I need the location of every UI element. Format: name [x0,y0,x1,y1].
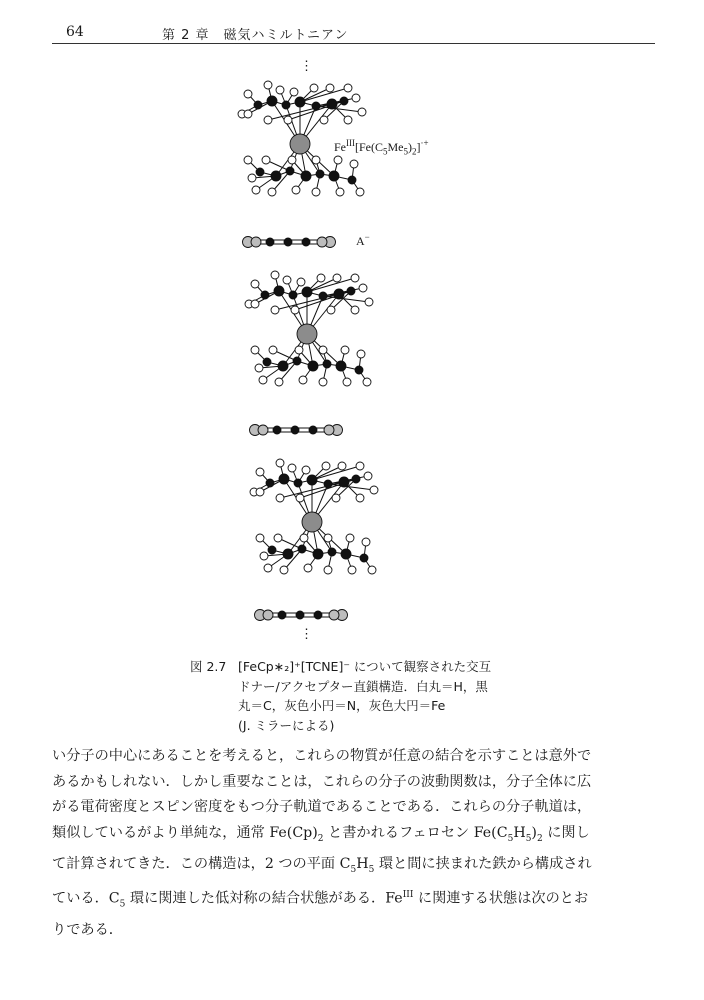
hydrogen-atom [255,364,263,372]
carbon-atom [271,171,281,181]
hydrogen-atom [310,84,318,92]
hydrogen-atom [288,464,296,472]
anion-label-charge: − [364,232,370,242]
body-line [52,852,662,883]
carbon-atom [324,480,332,488]
hydrogen-atom [364,472,372,480]
top-ellipsis: ⋮ [300,58,313,73]
carbon-atom [329,171,339,181]
hydrogen-atom [244,156,252,164]
nitrogen-atom [324,425,334,435]
carbon-atom [334,289,344,299]
carbon-atom [291,426,299,434]
body-span: H [356,855,369,872]
hydrogen-atom [317,274,325,282]
hydrogen-atom [262,156,270,164]
hydrogen-atom [271,271,279,279]
body-sub: 5 [525,833,532,844]
running-header [52,24,655,42]
hydrogen-atom [264,116,272,124]
carbon-atom [309,426,317,434]
hydrogen-atom [280,566,288,574]
chapter-title: 第 2 章 磁気ハミルトニアン [162,28,349,43]
carbon-atom [307,475,317,485]
carbon-atom [360,554,368,562]
hydrogen-atom [338,462,346,470]
carbon-atom [266,479,274,487]
body-span: に関連する状態は次のとお [413,890,589,907]
iron-atom [302,512,322,532]
carbon-atom [327,99,337,109]
hydrogen-atom [274,534,282,542]
carbon-atom [261,291,269,299]
carbon-atom [278,611,286,619]
body-text [52,744,662,944]
hydrogen-atom [292,186,300,194]
hydrogen-atom [356,188,364,196]
caption-line: 丸＝C，灰色小円＝N，灰色大円＝Fe [238,698,446,713]
body-span: H [513,824,526,841]
carbon-atom [301,171,311,181]
hydrogen-atom [283,276,291,284]
hydrogen-atom [351,306,359,314]
hydrogen-atom [322,462,330,470]
body-line: あるかもしれない．しかし重要なことは，これらの分子の波動関数は，分子全体に広 [52,773,592,790]
hydrogen-atom [334,156,342,164]
hydrogen-atom [251,346,259,354]
carbon-atom [316,170,324,178]
cation-label-part: [Fe(C [355,140,383,154]
hydrogen-atom [333,274,341,282]
body-sup: III [402,890,414,901]
hydrogen-atom [260,552,268,560]
hydrogen-atom [244,110,252,118]
hydrogen-atom [356,462,364,470]
hydrogen-atom [256,488,264,496]
anion-label-a: A [356,234,365,248]
hydrogen-atom [357,350,365,358]
carbon-atom [267,96,277,106]
carbon-atom [298,545,306,553]
hydrogen-atom [336,188,344,196]
body-sub: 5 [368,864,375,875]
hydrogen-atom [370,486,378,494]
hydrogen-atom [312,188,320,196]
carbon-atom [295,97,305,107]
body-span: ) [531,824,537,841]
hydrogen-atom [359,284,367,292]
carbon-atom [328,548,336,556]
caption-number: 図 2.7 [190,659,227,674]
cation-label-bracket: ] [416,140,421,154]
cation-label-me: Me [387,140,404,154]
carbon-atom [293,357,301,365]
nitrogen-atom [263,610,273,620]
carbon-atom [274,286,284,296]
hydrogen-atom [256,534,264,542]
hydrogen-atom [291,306,299,314]
carbon-atom [279,474,289,484]
hydrogen-atom [358,108,366,116]
hydrogen-atom [350,160,358,168]
carbon-atom [289,291,297,299]
body-span: て計算されてきた．この構造は，2 つの平面 C [52,855,351,872]
header-rule [52,43,655,44]
body-line [52,821,662,852]
hydrogen-atom [297,278,305,286]
iron-atom [297,324,317,344]
cation-label-sub: 5 [383,146,388,157]
cation-label-fe: Fe [334,140,346,154]
carbon-atom [347,287,355,295]
hydrogen-atom [271,306,279,314]
hydrogen-atom [346,534,354,542]
nitrogen-atom [317,237,327,247]
cation-label-sub: 2 [412,146,417,157]
body-sub: 5 [350,864,357,875]
hydrogen-atom [299,376,307,384]
carbon-atom [339,477,349,487]
hydrogen-atom [252,186,260,194]
hydrogen-atom [276,494,284,502]
carbon-atom [341,549,351,559]
cation-label [334,138,429,156]
carbon-atom [256,168,264,176]
carbon-atom [263,358,271,366]
hydrogen-atom [259,376,267,384]
hydrogen-atom [275,378,283,386]
cation-label-charge: ·+ [420,138,429,148]
carbon-atom [348,176,356,184]
nitrogen-atom [329,610,339,620]
cation-label-sub: 5 [403,146,408,157]
hydrogen-atom [288,156,296,164]
carbon-atom [340,97,348,105]
caption-line: ドナー/アクセプター直鎖構造．白丸＝H，黒 [238,678,488,694]
carbon-atom [294,479,302,487]
carbon-atom [302,287,312,297]
hydrogen-atom [251,300,259,308]
hydrogen-atom [362,538,370,546]
hydrogen-atom [248,174,256,182]
carbon-atom [284,238,292,246]
hydrogen-atom [290,88,298,96]
carbon-atom [308,361,318,371]
body-line: りである． [52,922,123,939]
hydrogen-atom [276,86,284,94]
hydrogen-atom [276,459,284,467]
hydrogen-atom [348,566,356,574]
hydrogen-atom [332,494,340,502]
hydrogen-atom [319,378,327,386]
hydrogen-atom [319,346,327,354]
hydrogen-atom [295,346,303,354]
hydrogen-atom [284,116,292,124]
hydrogen-atom [365,298,373,306]
hydrogen-atom [300,534,308,542]
carbon-atom [266,238,274,246]
caption-text [238,657,538,735]
hydrogen-atom [351,274,359,282]
bottom-ellipsis: ⋮ [300,626,313,641]
iron-atom [290,134,310,154]
body-sub: 5 [507,833,514,844]
body-sub: 2 [536,833,543,844]
cation-label-oxidation: III [346,138,355,148]
hydrogen-atom [312,156,320,164]
hydrogen-atom [269,346,277,354]
carbon-atom [268,546,276,554]
hydrogen-atom [304,564,312,572]
carbon-atom [336,361,346,371]
carbon-atom [296,611,304,619]
hydrogen-atom [356,494,364,502]
carbon-atom [355,366,363,374]
hydrogen-atom [327,306,335,314]
carbon-atom [278,361,288,371]
cation-label-close: ) [408,140,412,154]
body-span: ている．C [52,890,120,907]
hydrogen-atom [326,84,334,92]
hydrogen-atom [343,378,351,386]
carbon-atom [312,102,320,110]
body-sub: 2 [317,833,324,844]
hydrogen-atom [352,94,360,102]
body-line: い分子の中心にあることを考えると，これらの物質が任意の結合を示すことは意外で [52,748,592,764]
page-number: 64 [66,24,84,40]
carbon-atom [314,611,322,619]
body-span: 環に関連した低対称の結合状態がある．Fe [125,890,403,907]
body-span: 類似しているがより単純な，通常 Fe(Cp) [52,824,318,841]
carbon-atom [283,549,293,559]
body-line: がる電荷密度とスピン密度をもつ分子軌道であることである．これらの分子軌道は， [52,799,592,815]
hydrogen-atom [256,468,264,476]
hydrogen-atom [341,346,349,354]
hydrogen-atom [363,378,371,386]
carbon-atom [302,238,310,246]
hydrogen-atom [244,90,252,98]
hydrogen-atom [264,81,272,89]
figure-2-7 [220,58,520,648]
caption-line: (J. ミラーによる) [238,717,335,733]
carbon-atom [286,167,294,175]
body-sub: 5 [119,899,126,910]
hydrogen-atom [264,564,272,572]
carbon-atom [254,101,262,109]
hydrogen-atom [344,116,352,124]
carbon-atom [282,101,290,109]
hydrogen-atom [344,84,352,92]
hydrogen-atom [268,188,276,196]
body-span: 環と間に挟まれた鉄から構成され [374,855,592,872]
body-span: に関し [542,824,590,841]
body-line [52,883,662,918]
nitrogen-atom [251,237,261,247]
hydrogen-atom [251,280,259,288]
nitrogen-atom [258,425,268,435]
hydrogen-atom [296,494,304,502]
hydrogen-atom [320,116,328,124]
hydrogen-atom [368,566,376,574]
hydrogen-atom [324,566,332,574]
hydrogen-atom [324,534,332,542]
carbon-atom [313,549,323,559]
carbon-atom [323,360,331,368]
caption-line: [FeCp∗₂]⁺[TCNE]⁻ について観察された交互 [238,659,492,674]
carbon-atom [273,426,281,434]
carbon-atom [319,292,327,300]
hydrogen-atom [302,466,310,474]
anion-label [356,232,370,249]
body-span: と書かれるフェロセン Fe(C [323,824,508,841]
carbon-atom [352,475,360,483]
